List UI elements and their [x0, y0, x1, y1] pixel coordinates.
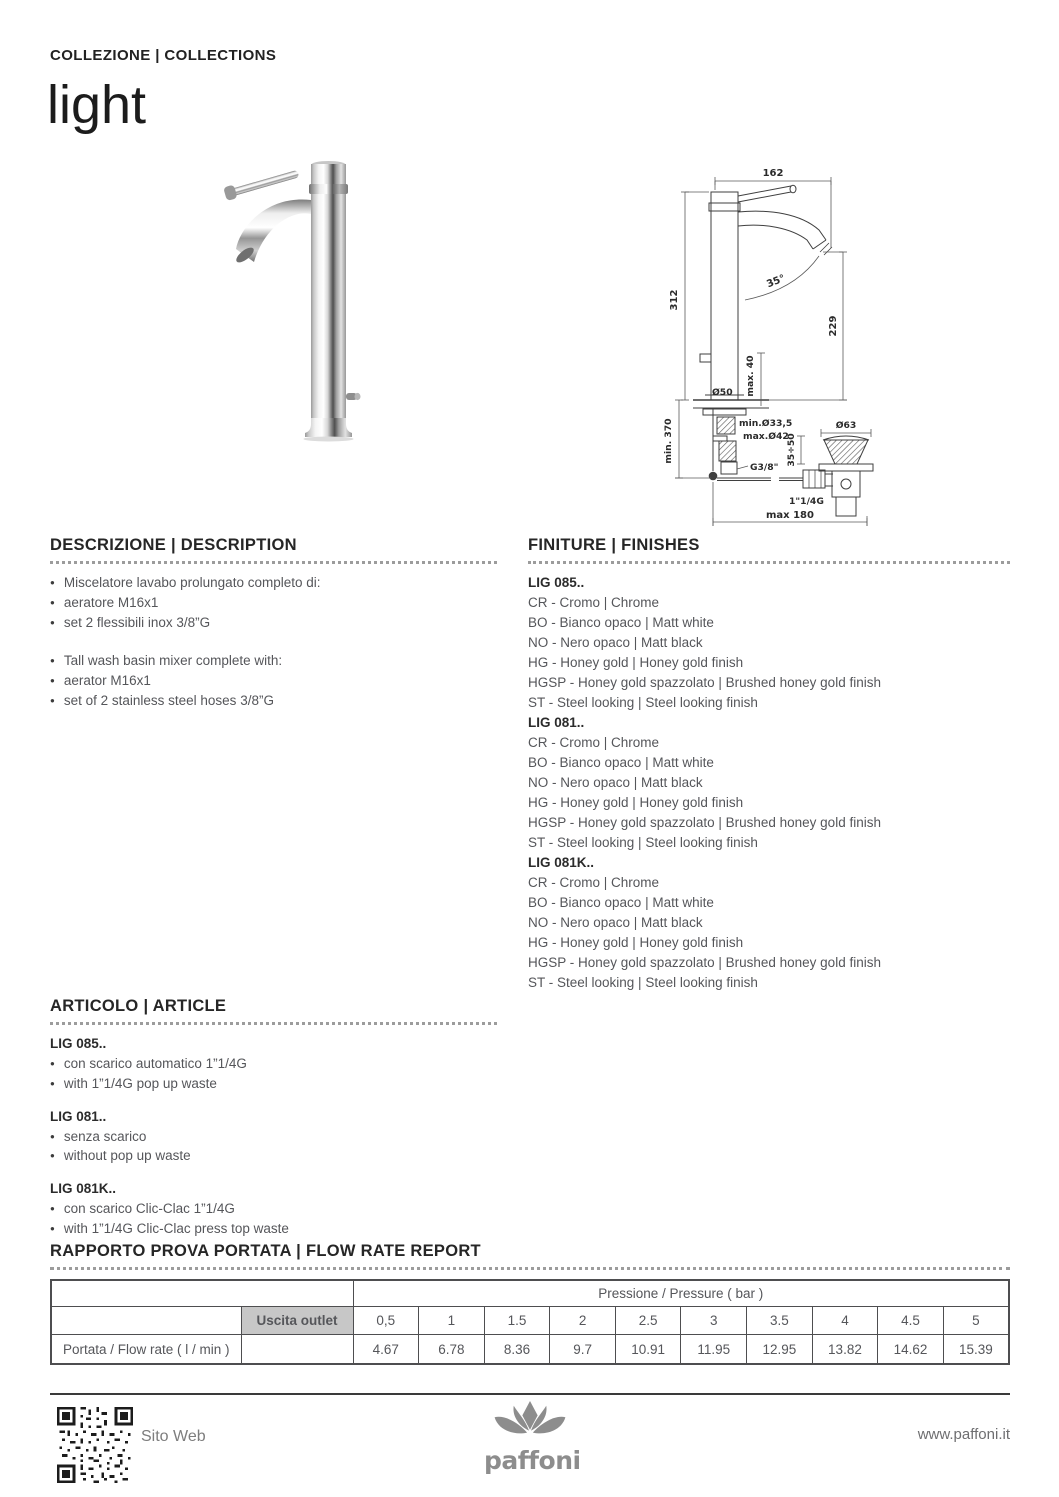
flow-value-cell: 14.62	[878, 1335, 944, 1365]
dim-spout-height-label: 229	[828, 315, 839, 337]
paffoni-logo-text: paffoni	[484, 1446, 581, 1475]
section-finishes	[528, 536, 1010, 993]
finish-item: NO - Nero opaco | Matt black	[528, 635, 703, 650]
paffoni-palm-icon	[486, 1401, 574, 1445]
finish-item: BO - Bianco opaco | Matt white	[528, 615, 714, 630]
finish-item: CR - Cromo | Chrome	[528, 735, 660, 750]
pressure-cell: 0,5	[353, 1307, 419, 1335]
pressure-cell: 3.5	[747, 1307, 813, 1335]
dim-top-width-label: 162	[762, 168, 784, 179]
pressure-cell: 2.5	[615, 1307, 681, 1335]
dim-total-height-label: 312	[669, 289, 680, 311]
article-item: ● without pop up waste	[50, 1146, 497, 1166]
article-heading: ARTICOLO | ARTICLE	[50, 997, 227, 1015]
technical-drawing	[653, 148, 935, 533]
finishes-heading: FINITURE | FINISHES	[528, 536, 700, 554]
finish-group-code: LIG 081..	[528, 715, 585, 730]
article-item: ● senza scarico	[50, 1127, 497, 1147]
pressure-cell: 4.5	[878, 1307, 944, 1335]
flow-rate-table	[50, 1279, 1010, 1365]
article-item: ● con scarico automatico 1”1/4G	[50, 1054, 497, 1074]
finish-item: ST - Steel looking | Steel looking finish	[528, 695, 758, 710]
description-item: ● set of 2 stainless steel hoses 3/8”G	[50, 691, 497, 711]
description-item: ● Tall wash basin mixer complete with:	[50, 651, 497, 671]
section-article	[50, 997, 497, 1239]
dim-waste-thread-label: 1"1/4G	[789, 496, 824, 507]
blank-cell	[51, 1307, 241, 1335]
dim-deck-thickness-label: max. 40	[745, 355, 756, 397]
footer-divider	[50, 1393, 1010, 1395]
pressure-cell: 5	[943, 1307, 1009, 1335]
finish-item: NO - Nero opaco | Matt black	[528, 775, 703, 790]
description-item: ● aeratore M16x1	[50, 593, 497, 613]
dim-hole-min-label: min.Ø33,5	[739, 418, 793, 429]
product-photo	[180, 150, 430, 470]
pressure-cell: 1	[419, 1307, 485, 1335]
dim-body-diameter-label: Ø50	[712, 387, 733, 398]
flow-value-cell: 10.91	[615, 1335, 681, 1365]
article-item: ● with 1”1/4G Clic-Clac press top waste	[50, 1219, 497, 1239]
qr-code	[57, 1407, 133, 1483]
flow-value-cell: 11.95	[681, 1335, 747, 1365]
blank-cell	[51, 1280, 353, 1307]
collection-label: COLLEZIONE | COLLECTIONS	[50, 47, 277, 64]
flow-report-heading: RAPPORTO PROVA PORTATA | FLOW RATE REPORT	[50, 1242, 481, 1260]
pressure-cell: 4	[812, 1307, 878, 1335]
dim-waste-deck-range-label: 35÷50	[786, 433, 797, 467]
dotted-rule	[528, 555, 1010, 564]
dotted-rule	[50, 1016, 497, 1025]
description-item: ● set 2 flessibili inox 3/8”G	[50, 613, 497, 633]
dotted-rule	[50, 555, 497, 564]
flow-value-cell: 9.7	[550, 1335, 616, 1365]
paffoni-logo	[484, 1401, 581, 1475]
flow-value-cell: 15.39	[943, 1335, 1009, 1365]
dim-hole-max-label: max.Ø42	[743, 431, 789, 442]
flow-row-label-cell: Portata / Flow rate ( l / min )	[51, 1335, 241, 1365]
finish-group-code: LIG 085..	[528, 575, 585, 590]
pressure-cell: 2	[550, 1307, 616, 1335]
pressure-cell: 3	[681, 1307, 747, 1335]
pressure-cell: 1.5	[484, 1307, 550, 1335]
dim-spout-angle-label: 35°	[765, 273, 787, 291]
finish-item: NO - Nero opaco | Matt black	[528, 915, 703, 930]
finish-item: BO - Bianco opaco | Matt white	[528, 895, 714, 910]
dim-hose-thread-label: G3/8"	[750, 462, 779, 473]
blank-cell	[241, 1335, 353, 1365]
flow-value-cell: 6.78	[419, 1335, 485, 1365]
finish-item: CR - Cromo | Chrome	[528, 875, 660, 890]
dotted-rule	[50, 1261, 1010, 1270]
description-item: ● aerator M16x1	[50, 671, 497, 691]
finish-item: HGSP - Honey gold spazzolato | Brushed honey gold finish	[528, 675, 881, 690]
flow-value-cell: 12.95	[747, 1335, 813, 1365]
dim-hose-min-label: min. 370	[663, 418, 674, 464]
finish-item: HGSP - Honey gold spazzolato | Brushed honey gold finish	[528, 955, 881, 970]
finish-item: ST - Steel looking | Steel looking finish	[528, 835, 758, 850]
website-link[interactable]: www.paffoni.it	[917, 1426, 1010, 1443]
finish-group-code: LIG 081K..	[528, 855, 595, 870]
section-description	[50, 536, 497, 711]
article-group-code: LIG 081..	[50, 1108, 107, 1124]
article-item: ● with 1”1/4G pop up waste	[50, 1074, 497, 1094]
flow-value-cell: 8.36	[484, 1335, 550, 1365]
description-heading: DESCRIZIONE | DESCRIPTION	[50, 536, 297, 554]
finish-item: CR - Cromo | Chrome	[528, 595, 660, 610]
finish-item: HG - Honey gold | Honey gold finish	[528, 795, 744, 810]
section-flow-report	[50, 1242, 1010, 1365]
sito-web-label: Sito Web	[141, 1428, 206, 1445]
page-title: light	[47, 75, 147, 135]
article-group-code: LIG 085..	[50, 1036, 107, 1051]
description-item: ● Miscelatore lavabo prolungato completo di:	[50, 573, 497, 593]
dim-reach-max-label: max 180	[766, 510, 814, 521]
article-group-code: LIG 081K..	[50, 1181, 117, 1197]
finish-item: HG - Honey gold | Honey gold finish	[528, 935, 744, 950]
dim-waste-diameter-label: Ø63	[835, 420, 857, 431]
outlet-label-cell: Uscita outlet	[241, 1307, 353, 1335]
finish-item: HGSP - Honey gold spazzolato | Brushed honey gold finish	[528, 815, 881, 830]
finish-item: HG - Honey gold | Honey gold finish	[528, 655, 744, 670]
article-item: ● con scarico Clic-Clac 1”1/4G	[50, 1199, 497, 1219]
finish-item: BO - Bianco opaco | Matt white	[528, 755, 714, 770]
flow-value-cell: 4.67	[353, 1335, 419, 1365]
finish-item: ST - Steel looking | Steel looking finish	[528, 975, 758, 990]
pressure-header-cell: Pressione / Pressure ( bar )	[353, 1280, 1009, 1307]
flow-value-cell: 13.82	[812, 1335, 878, 1365]
